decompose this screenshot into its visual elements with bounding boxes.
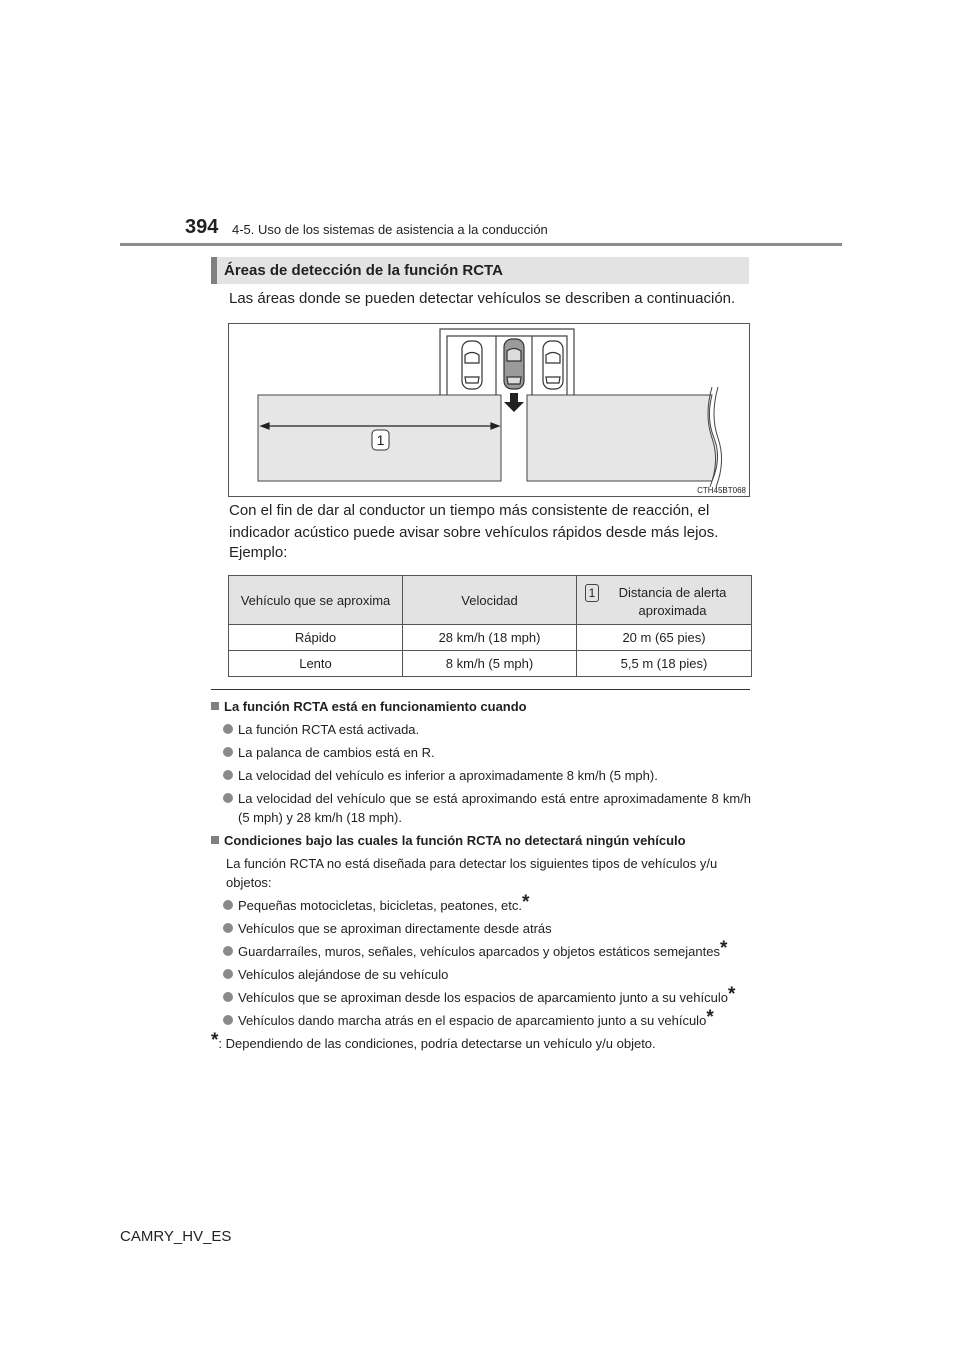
section-heading: Áreas de detección de la función RCTA — [211, 257, 749, 284]
detection-zone-right — [527, 395, 718, 481]
header-distance-label: Distancia de alerta aproximada — [618, 585, 727, 618]
list-item: Vehículos alejándose de su vehículo — [223, 965, 751, 984]
header-rule — [120, 243, 842, 246]
header-distance — [577, 576, 752, 625]
page-number: 394 — [185, 216, 219, 238]
callout-label: 1 — [376, 432, 385, 448]
header-speed: Velocidad — [403, 576, 577, 625]
header-vehicle: Vehículo que se aproxima — [229, 576, 403, 625]
list-item: La palanca de cambios está en R. — [223, 743, 751, 762]
cell-speed: 8 km/h (5 mph) — [403, 651, 577, 677]
bullet-icon — [223, 969, 233, 979]
notes-rule — [211, 689, 750, 690]
detection-area-figure — [228, 323, 750, 497]
notes — [211, 697, 751, 1053]
table-row — [229, 651, 752, 677]
note-heading-operating: La función RCTA está en funcionamiento cuando — [211, 697, 751, 716]
note-text: La función RCTA no está diseñada para detectar los siguientes tipos de vehículos y/u objetos: — [226, 856, 718, 890]
bullet-icon — [223, 1015, 233, 1025]
example-label: Ejemplo: — [229, 544, 288, 561]
bullet-icon — [223, 747, 233, 757]
list-item: La velocidad del vehículo que se está aproximando está entre aproximadamente 8 km/h (5 mph) y 28 km/h (18 mph). — [223, 789, 751, 827]
bullet-icon — [223, 992, 233, 1002]
bullet-icon — [223, 793, 233, 803]
list-item: Vehículos dando marcha atrás en el espacio de aparcamiento junto a su vehículo* — [223, 1011, 751, 1030]
running-head: 4-5. Uso de los sistemas de asistencia a la conducción — [232, 222, 548, 237]
own-car-icon — [504, 339, 524, 389]
square-bullet-icon — [211, 836, 219, 844]
table-row — [229, 625, 752, 651]
bullet-icon — [223, 770, 233, 780]
list-item: Pequeñas motocicletas, bicicletas, peatones, etc.* — [223, 896, 751, 915]
footer-code: CAMRY_HV_ES — [120, 1228, 232, 1245]
footnote: *: Dependiendo de las condiciones, podría detectarse un vehículo y/u objeto. — [211, 1030, 656, 1051]
list-item: La velocidad del vehículo es inferior a aproximadamente 8 km/h (5 mph). — [223, 766, 751, 785]
cell-distance: 20 m (65 pies) — [577, 625, 752, 651]
list-item: Guardarraíles, muros, señales, vehículos aparcados y objetos estáticos semejantes* — [223, 942, 751, 961]
cell-vehicle: Lento — [229, 651, 403, 677]
list-item: Vehículos que se aproximan directamente desde atrás — [223, 919, 751, 938]
cell-speed: 28 km/h (18 mph) — [403, 625, 577, 651]
note-heading-not-detected: Condiciones bajo las cuales la función RCTA no detectará ningún vehículo — [211, 831, 751, 850]
parked-car-right-icon — [543, 341, 563, 389]
cell-distance: 5,5 m (18 pies) — [577, 651, 752, 677]
parked-car-left-icon — [462, 341, 482, 389]
distance-callout-label: 1 — [585, 584, 599, 602]
bullet-icon — [223, 724, 233, 734]
table-header-row — [229, 576, 752, 625]
bullet-icon — [223, 900, 233, 910]
figure-code: CTH45BT068 — [697, 486, 746, 495]
list-item: La función RCTA está activada. — [223, 720, 751, 739]
square-bullet-icon — [211, 702, 219, 710]
list-item: Vehículos que se aproximan desde los espacios de aparcamiento junto a su vehículo* — [223, 988, 751, 1007]
paragraph: Con el fin de dar al conductor un tiempo más consistente de reacción, el indicador acústico puede avisar sobre vehículos rápidos desde más lejos. — [229, 502, 719, 541]
section-intro: Las áreas donde se pueden detectar vehículos se describen a continuación. — [229, 290, 736, 307]
bullet-icon — [223, 923, 233, 933]
cell-vehicle: Rápido — [229, 625, 403, 651]
bullet-icon — [223, 946, 233, 956]
alert-distance-table — [228, 575, 752, 677]
